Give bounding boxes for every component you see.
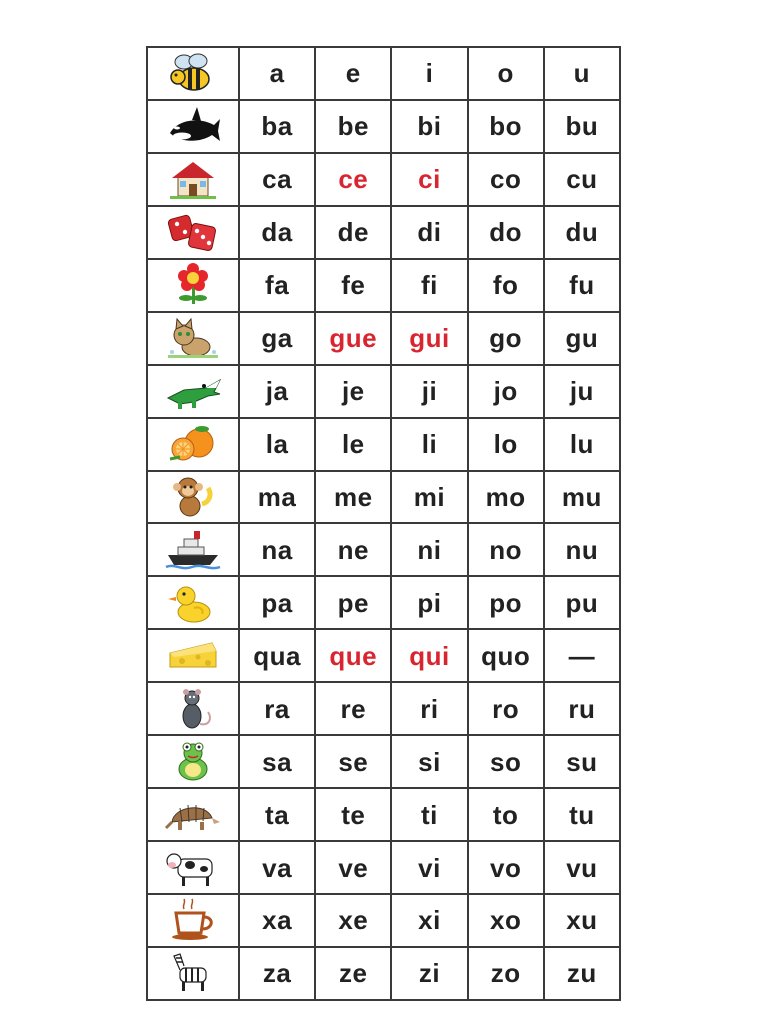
syllable-cell: ra [239, 682, 315, 735]
picture-cell [147, 576, 239, 629]
syllable-cell: di [391, 206, 467, 259]
syllable-cell: bi [391, 100, 467, 153]
picture-cell [147, 841, 239, 894]
syllable-cell: po [468, 576, 544, 629]
syllable-cell: o [468, 47, 544, 100]
syllable-cell: ga [239, 312, 315, 365]
syllable-cell: na [239, 523, 315, 576]
house-icon [148, 156, 238, 202]
syllable-cell: mo [468, 471, 544, 524]
syllable-cell: me [315, 471, 391, 524]
syllable-cell: li [391, 418, 467, 471]
picture-cell [147, 100, 239, 153]
syllable-row [147, 735, 620, 788]
picture-cell [147, 735, 239, 788]
syllable-row [147, 47, 620, 100]
orca-icon [148, 103, 238, 149]
syllable-cell: — [544, 629, 620, 682]
syllable-row [147, 312, 620, 365]
rat-icon [148, 686, 238, 732]
syllable-cell: lo [468, 418, 544, 471]
syllable-row [147, 629, 620, 682]
duck-icon [148, 580, 238, 626]
syllable-cell: go [468, 312, 544, 365]
dice-icon [148, 209, 238, 255]
syllable-cell: fo [468, 259, 544, 312]
syllable-cell: vi [391, 841, 467, 894]
picture-cell [147, 418, 239, 471]
monkey-icon [148, 474, 238, 520]
syllable-sheet [146, 46, 621, 1001]
syllable-cell: xu [544, 894, 620, 947]
picture-cell [147, 206, 239, 259]
picture-cell [147, 47, 239, 100]
syllable-cell: bo [468, 100, 544, 153]
syllable-cell: mu [544, 471, 620, 524]
syllable-cell: la [239, 418, 315, 471]
syllable-cell: fe [315, 259, 391, 312]
syllable-cell: ne [315, 523, 391, 576]
syllable-cell: quo [468, 629, 544, 682]
syllable-cell: ni [391, 523, 467, 576]
syllable-cell: to [468, 788, 544, 841]
syllable-cell: je [315, 365, 391, 418]
syllable-cell: de [315, 206, 391, 259]
syllable-cell: ve [315, 841, 391, 894]
syllable-cell: ma [239, 471, 315, 524]
cat-icon [148, 315, 238, 361]
syllable-cell: gue [315, 312, 391, 365]
syllable-cell: xi [391, 894, 467, 947]
syllable-cell: no [468, 523, 544, 576]
syllable-cell: za [239, 947, 315, 1000]
syllable-cell: mi [391, 471, 467, 524]
syllable-cell: tu [544, 788, 620, 841]
syllable-cell: le [315, 418, 391, 471]
armadillo-icon [148, 792, 238, 838]
syllable-cell: gui [391, 312, 467, 365]
syllable-table [146, 46, 621, 1001]
syllable-row [147, 523, 620, 576]
syllable-cell: qua [239, 629, 315, 682]
syllable-cell: lu [544, 418, 620, 471]
syllable-cell: si [391, 735, 467, 788]
syllable-cell: ri [391, 682, 467, 735]
syllable-cell: so [468, 735, 544, 788]
syllable-cell: u [544, 47, 620, 100]
syllable-cell: ja [239, 365, 315, 418]
syllable-row [147, 100, 620, 153]
syllable-cell: e [315, 47, 391, 100]
picture-cell [147, 788, 239, 841]
orange-icon [148, 421, 238, 467]
syllable-cell: ca [239, 153, 315, 206]
picture-cell [147, 259, 239, 312]
syllable-row [147, 788, 620, 841]
picture-cell [147, 523, 239, 576]
syllable-cell: zi [391, 947, 467, 1000]
syllable-cell: du [544, 206, 620, 259]
syllable-cell: xe [315, 894, 391, 947]
picture-cell [147, 365, 239, 418]
syllable-cell: va [239, 841, 315, 894]
syllable-cell: fi [391, 259, 467, 312]
syllable-cell: xo [468, 894, 544, 947]
picture-cell [147, 629, 239, 682]
syllable-cell: re [315, 682, 391, 735]
syllable-cell: vo [468, 841, 544, 894]
syllable-row [147, 365, 620, 418]
syllable-cell: ji [391, 365, 467, 418]
syllable-cell: zu [544, 947, 620, 1000]
syllable-cell: pu [544, 576, 620, 629]
syllable-cell: pe [315, 576, 391, 629]
picture-cell [147, 471, 239, 524]
syllable-cell: pi [391, 576, 467, 629]
syllable-row [147, 947, 620, 1000]
syllable-row [147, 259, 620, 312]
cup-icon [148, 897, 238, 943]
syllable-cell: qui [391, 629, 467, 682]
syllable-row [147, 682, 620, 735]
picture-cell [147, 153, 239, 206]
flower-icon [148, 262, 238, 308]
syllable-cell: cu [544, 153, 620, 206]
syllable-row [147, 894, 620, 947]
syllable-cell: gu [544, 312, 620, 365]
syllable-cell: fu [544, 259, 620, 312]
syllable-cell: ci [391, 153, 467, 206]
ship-icon [148, 527, 238, 573]
syllable-cell: su [544, 735, 620, 788]
syllable-row [147, 576, 620, 629]
syllable-cell: sa [239, 735, 315, 788]
syllable-cell: be [315, 100, 391, 153]
picture-cell [147, 682, 239, 735]
syllable-cell: bu [544, 100, 620, 153]
syllable-row [147, 206, 620, 259]
picture-cell [147, 947, 239, 1000]
zebra-icon [148, 950, 238, 996]
syllable-row [147, 418, 620, 471]
syllable-cell: que [315, 629, 391, 682]
syllable-table-body [147, 47, 620, 1000]
syllable-cell: xa [239, 894, 315, 947]
syllable-cell: da [239, 206, 315, 259]
syllable-cell: ta [239, 788, 315, 841]
picture-cell [147, 894, 239, 947]
cow-icon [148, 845, 238, 891]
syllable-row [147, 471, 620, 524]
syllable-cell: ti [391, 788, 467, 841]
syllable-cell: co [468, 153, 544, 206]
syllable-cell: jo [468, 365, 544, 418]
frog-icon [148, 739, 238, 785]
syllable-cell: ba [239, 100, 315, 153]
syllable-cell: ju [544, 365, 620, 418]
cheese-icon [148, 633, 238, 679]
picture-cell [147, 312, 239, 365]
bee-icon [148, 50, 238, 96]
syllable-cell: te [315, 788, 391, 841]
syllable-cell: ce [315, 153, 391, 206]
syllable-cell: do [468, 206, 544, 259]
alligator-icon [148, 368, 238, 414]
syllable-cell: nu [544, 523, 620, 576]
syllable-cell: fa [239, 259, 315, 312]
syllable-cell: a [239, 47, 315, 100]
syllable-cell: ro [468, 682, 544, 735]
syllable-cell: zo [468, 947, 544, 1000]
syllable-row [147, 841, 620, 894]
syllable-cell: pa [239, 576, 315, 629]
syllable-cell: ze [315, 947, 391, 1000]
syllable-cell: ru [544, 682, 620, 735]
syllable-cell: se [315, 735, 391, 788]
syllable-cell: vu [544, 841, 620, 894]
syllable-row [147, 153, 620, 206]
syllable-cell: i [391, 47, 467, 100]
